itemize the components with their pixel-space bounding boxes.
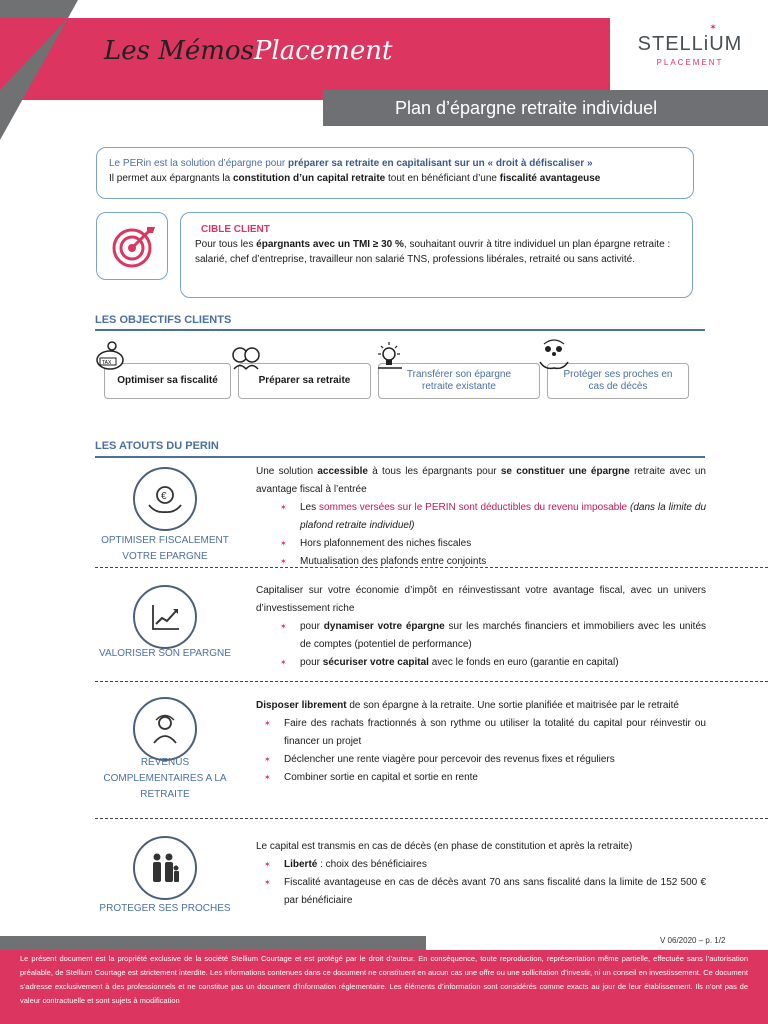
logo-star-icon: ✶ [709, 22, 717, 32]
brand-name: STELLiUM [637, 33, 743, 55]
document-subtitle: Plan d’épargne retraite individuel [323, 90, 768, 126]
svg-text:TAX: TAX [102, 360, 112, 366]
row-text: Une solution accessible à tous les épargnants pour se constituer une épargne retraite avec un avantage fiscal à l’entrée ✶ Les sommes versées sur le PERIN sont déductibles du revenu imposable (dans la limite du plafond retraite individuel) ✶ Hors plafonnement des niches fiscales ✶ Mutualisation des plafonds entre conjoints [256, 463, 706, 571]
row-divider [95, 681, 768, 682]
divider [95, 456, 705, 458]
stellium-logo [630, 22, 750, 67]
objectifs-title: LES OBJECTIFS CLIENTS [95, 314, 232, 326]
atouts-title: LES ATOUTS DU PERIN [95, 440, 219, 452]
cible-title: CIBLE CLIENT [201, 224, 270, 235]
header-triangle [0, 0, 80, 142]
row-divider [95, 818, 768, 819]
divider [95, 329, 705, 331]
objectif-item: Transférer son épargne retraite existante [378, 363, 540, 399]
row-divider [95, 567, 768, 568]
row-text: Disposer librement de son épargne à la retraite. Une sortie planifiée et maitrisée par le retraité ✶ Faire des rachats fractionnés à son rythme ou utiliser la totalité du capital pour réinvestir ou financer un projet ✶ Déclencher une rente viagère pour percevoir des revenus fixes et réguliers ✶ Combiner sortie en capital et sortie en rente [256, 697, 706, 787]
footer-grey-band [0, 936, 426, 950]
objectif-item: Protéger ses proches en cas de décès [547, 363, 689, 399]
family-protection-icon [537, 338, 571, 372]
family-icon [133, 836, 197, 900]
elderly-couple-icon [230, 342, 262, 372]
cible-client-box: CIBLE CLIENT Pour tous les épargnants avec un TMI ≥ 30 %, souhaitant ouvrir à titre individuel un plan épargne retraite : salarié, chef d’entreprise, travailleur non salarié TNS, professions libérales, retraité ou sans activité. [180, 212, 693, 298]
objectif-item: Préparer sa retraite [238, 363, 371, 399]
row-label: VALORISER SON EPARGNE [99, 648, 231, 659]
row-label: OPTIMISER FISCALEMENT VOTRE EPARGNE [101, 535, 229, 562]
objectif-item: Optimiser sa fiscalité [104, 363, 231, 399]
row-text: Capitaliser sur votre économie d’impôt en réinvestissant votre avantage fiscal, avec un univers d’investissement riche ✶ pour dynamiser votre épargne sur les marchés financiers et immobiliers avec les unités de comptes (potentiel de performance) ✶ pour sécuriser votre capital avec le fonds en euro (garantie en capital) [256, 582, 706, 672]
lightbulb-icon [372, 340, 406, 370]
version-label: V 06/2020 – p. 1/2 [660, 936, 726, 945]
row-label: REVENUS COMPLEMENTAIRES A LA RETRAITE [103, 757, 227, 800]
intro-box: Le PERin est la solution d’épargne pour préparer sa retraite en capitalisant sur un « droit à défiscaliser » Il permet aux épargnants la constitution d’un capital retraite tout en bénéficiant d’une fiscalité avantageuse [96, 147, 694, 199]
row-text: Le capital est transmis en cas de décès (en phase de constitution et après la retraite) ✶ Liberté : choix des bénéficiaires ✶ Fiscalité avantageuse en cas de décès avant 70 ans sans fiscalité dans la limite de 152 500 € par bénéficiaire [256, 838, 706, 910]
brand-sub: PLACEMENT [656, 58, 724, 67]
target-icon [96, 212, 168, 280]
money-bag-hands-icon [133, 467, 197, 531]
piggy-bank-tax-icon [92, 340, 126, 374]
retiree-icon [133, 697, 197, 761]
svg-text:€: € [161, 491, 167, 502]
memo-title: Les MémosPlacement [104, 36, 393, 66]
chart-trend-icon [133, 585, 197, 649]
legal-footer: Le présent document est la propriété exclusive de la société Stellium Courtage et est protégé par le droit d’auteur. En conséquence, toute reproduction, représentation même partielle, effectuée sans l’autorisation préalable, de Stellium Courtage est strictement interdite. Les informations contenues dans ce document ne constituent en aucun cas une offre ou une sollicitation d’investir, ni un conseil en investissement. Ce document s’adresse exclusivement à des professionnels et ne constitue pas un document d’information réglementaire. Les éléments d’information sont considérés comme exacts au jour de leur établissement. Ils n’ont pas de valeur contractuelle et sont sujets à modification [0, 950, 768, 1024]
row-label: PROTEGER SES PROCHES [99, 903, 231, 914]
